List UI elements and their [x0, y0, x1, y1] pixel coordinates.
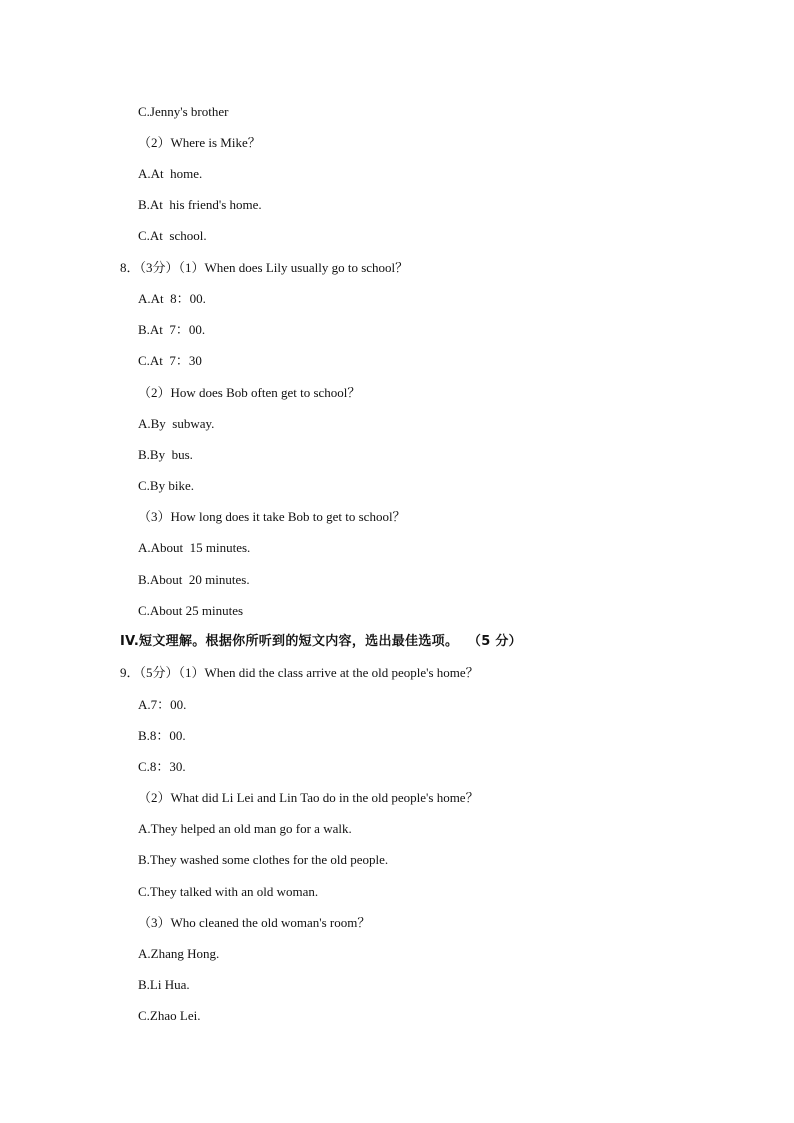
sub-question: （2）What did Li Lei and Lin Tao do in the old people's home？ [138, 790, 479, 805]
option-line: A.At home. [138, 166, 203, 181]
option-line: A.At 8：00. [138, 291, 206, 306]
option-line: B.Li Hua. [138, 977, 190, 992]
option-line: B.At his friend's home. [138, 197, 262, 212]
question-8-heading: 8．（3分）（1）When does Lily usually go to school？ [120, 260, 409, 275]
option-line: A.Zhang Hong. [138, 946, 220, 961]
option-line: C.Jenny's brother [138, 104, 229, 119]
option-line: A.By subway. [138, 416, 215, 431]
option-line: A.About 15 minutes. [138, 540, 251, 555]
question-9-heading: 9．（5分）（1）When did the class arrive at the old people's home？ [120, 665, 479, 680]
sub-question: （3）How long does it take Bob to get to school？ [138, 509, 406, 524]
option-line: C.At 7：30 [138, 353, 202, 368]
option-line: B.They washed some clothes for the old people. [138, 852, 389, 867]
sub-question: （2）Where is Mike？ [138, 135, 261, 150]
option-line: C.About 25 minutes [138, 603, 244, 618]
option-line: A.They helped an old man go for a walk. [138, 821, 352, 836]
section-iv-heading: IV.短文理解。根据你所听到的短文内容，选出最佳选项。 （5 分） [120, 634, 522, 649]
option-line: C.At school. [138, 228, 207, 243]
option-line: B.At 7：00. [138, 322, 206, 337]
option-line: C.They talked with an old woman. [138, 884, 319, 899]
option-line: B.By bus. [138, 447, 193, 462]
option-line: C.Zhao Lei. [138, 1008, 201, 1023]
sub-question: （3）Who cleaned the old woman's room？ [138, 915, 371, 930]
option-line: B.8：00. [138, 728, 186, 743]
option-line: C.8：30. [138, 759, 186, 774]
option-line: A.7：00. [138, 697, 187, 712]
option-line: B.About 20 minutes. [138, 572, 250, 587]
sub-question: （2）How does Bob often get to school？ [138, 385, 361, 400]
option-line: C.By bike. [138, 478, 194, 493]
